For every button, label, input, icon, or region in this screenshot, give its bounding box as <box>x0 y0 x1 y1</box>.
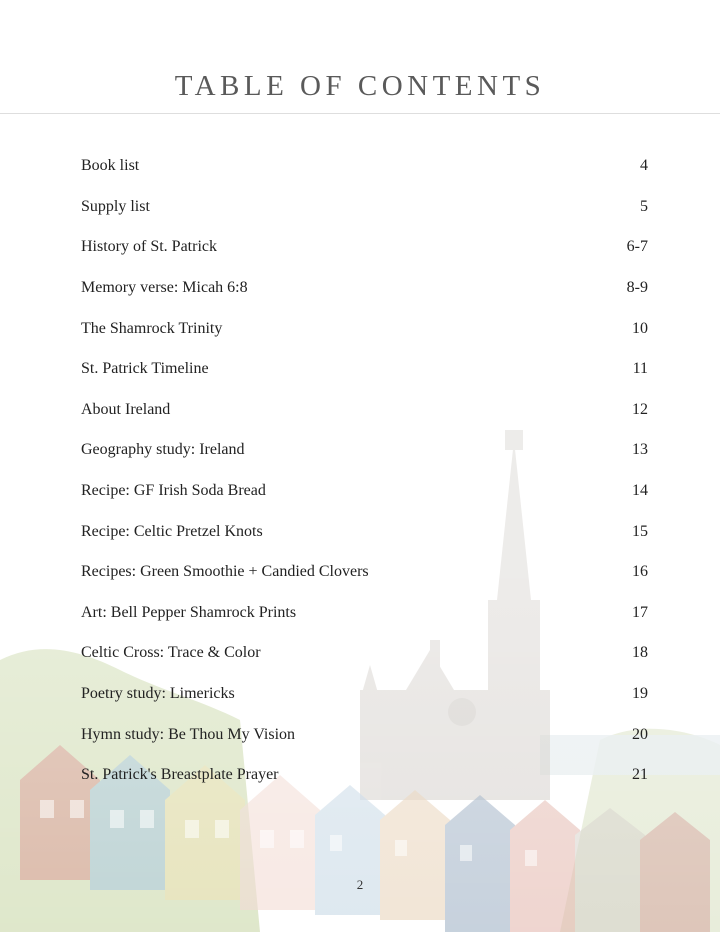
toc-entry-page: 17 <box>632 603 648 621</box>
toc-entry-page: 6-7 <box>626 238 648 256</box>
toc-entry-label: St. Patrick's Breastplate Prayer <box>81 766 279 784</box>
toc-entry-label: Recipes: Green Smoothie + Candied Clovers <box>81 563 369 581</box>
toc-entry-page: 20 <box>632 725 648 743</box>
toc-entry-label: Book list <box>81 157 140 175</box>
toc-entry[interactable] <box>81 552 648 593</box>
toc-entry-label: Celtic Cross: Trace & Color <box>81 644 261 662</box>
toc-entry-page: 15 <box>632 522 648 540</box>
toc-entry-label: Recipe: GF Irish Soda Bread <box>81 482 266 500</box>
page-title: TABLE OF CONTENTS <box>174 70 546 102</box>
page-number: 2 <box>356 877 364 892</box>
toc-entry-label: Art: Bell Pepper Shamrock Prints <box>81 603 297 621</box>
toc-entry[interactable] <box>81 511 648 552</box>
toc-entry-label: Recipe: Celtic Pretzel Knots <box>81 522 263 540</box>
toc-entry-page: 4 <box>640 157 648 175</box>
toc-entry[interactable] <box>81 593 648 634</box>
table-of-contents <box>81 146 648 796</box>
toc-entry[interactable] <box>81 390 648 431</box>
toc-entry-label: Geography study: Ireland <box>81 441 245 459</box>
toc-entry-page: 19 <box>632 685 648 703</box>
toc-entry-label: Poetry study: Limericks <box>81 685 235 703</box>
toc-entry[interactable] <box>81 146 648 187</box>
toc-entry[interactable] <box>81 471 648 512</box>
toc-entry[interactable] <box>81 755 648 796</box>
toc-entry-page: 13 <box>632 441 648 459</box>
toc-entry-label: Hymn study: Be Thou My Vision <box>81 725 296 743</box>
toc-entry-page: 16 <box>632 563 648 581</box>
toc-entry-page: 21 <box>632 766 648 784</box>
toc-entry[interactable] <box>81 633 648 674</box>
toc-entry-page: 18 <box>632 644 648 662</box>
toc-entry[interactable] <box>81 430 648 471</box>
toc-entry-page: 8-9 <box>626 279 648 297</box>
toc-entry-label: Memory verse: Micah 6:8 <box>81 279 248 297</box>
toc-entry[interactable] <box>81 349 648 390</box>
toc-entry[interactable] <box>81 674 648 715</box>
toc-entry[interactable] <box>81 714 648 755</box>
toc-entry-page: 14 <box>632 482 648 500</box>
toc-entry-label: St. Patrick Timeline <box>81 360 209 378</box>
toc-entry-page: 5 <box>640 197 648 215</box>
toc-entry[interactable] <box>81 227 648 268</box>
toc-entry-label: The Shamrock Trinity <box>81 319 223 337</box>
toc-entry[interactable] <box>81 187 648 228</box>
toc-entry-label: History of St. Patrick <box>81 238 217 256</box>
toc-entry-page: 10 <box>632 319 648 337</box>
title-divider <box>0 113 720 114</box>
toc-entry[interactable] <box>81 308 648 349</box>
toc-entry-label: Supply list <box>81 197 150 215</box>
toc-entry-label: About Ireland <box>81 400 171 418</box>
toc-entry[interactable] <box>81 268 648 309</box>
toc-entry-page: 11 <box>632 360 648 378</box>
toc-entry-page: 12 <box>632 400 648 418</box>
